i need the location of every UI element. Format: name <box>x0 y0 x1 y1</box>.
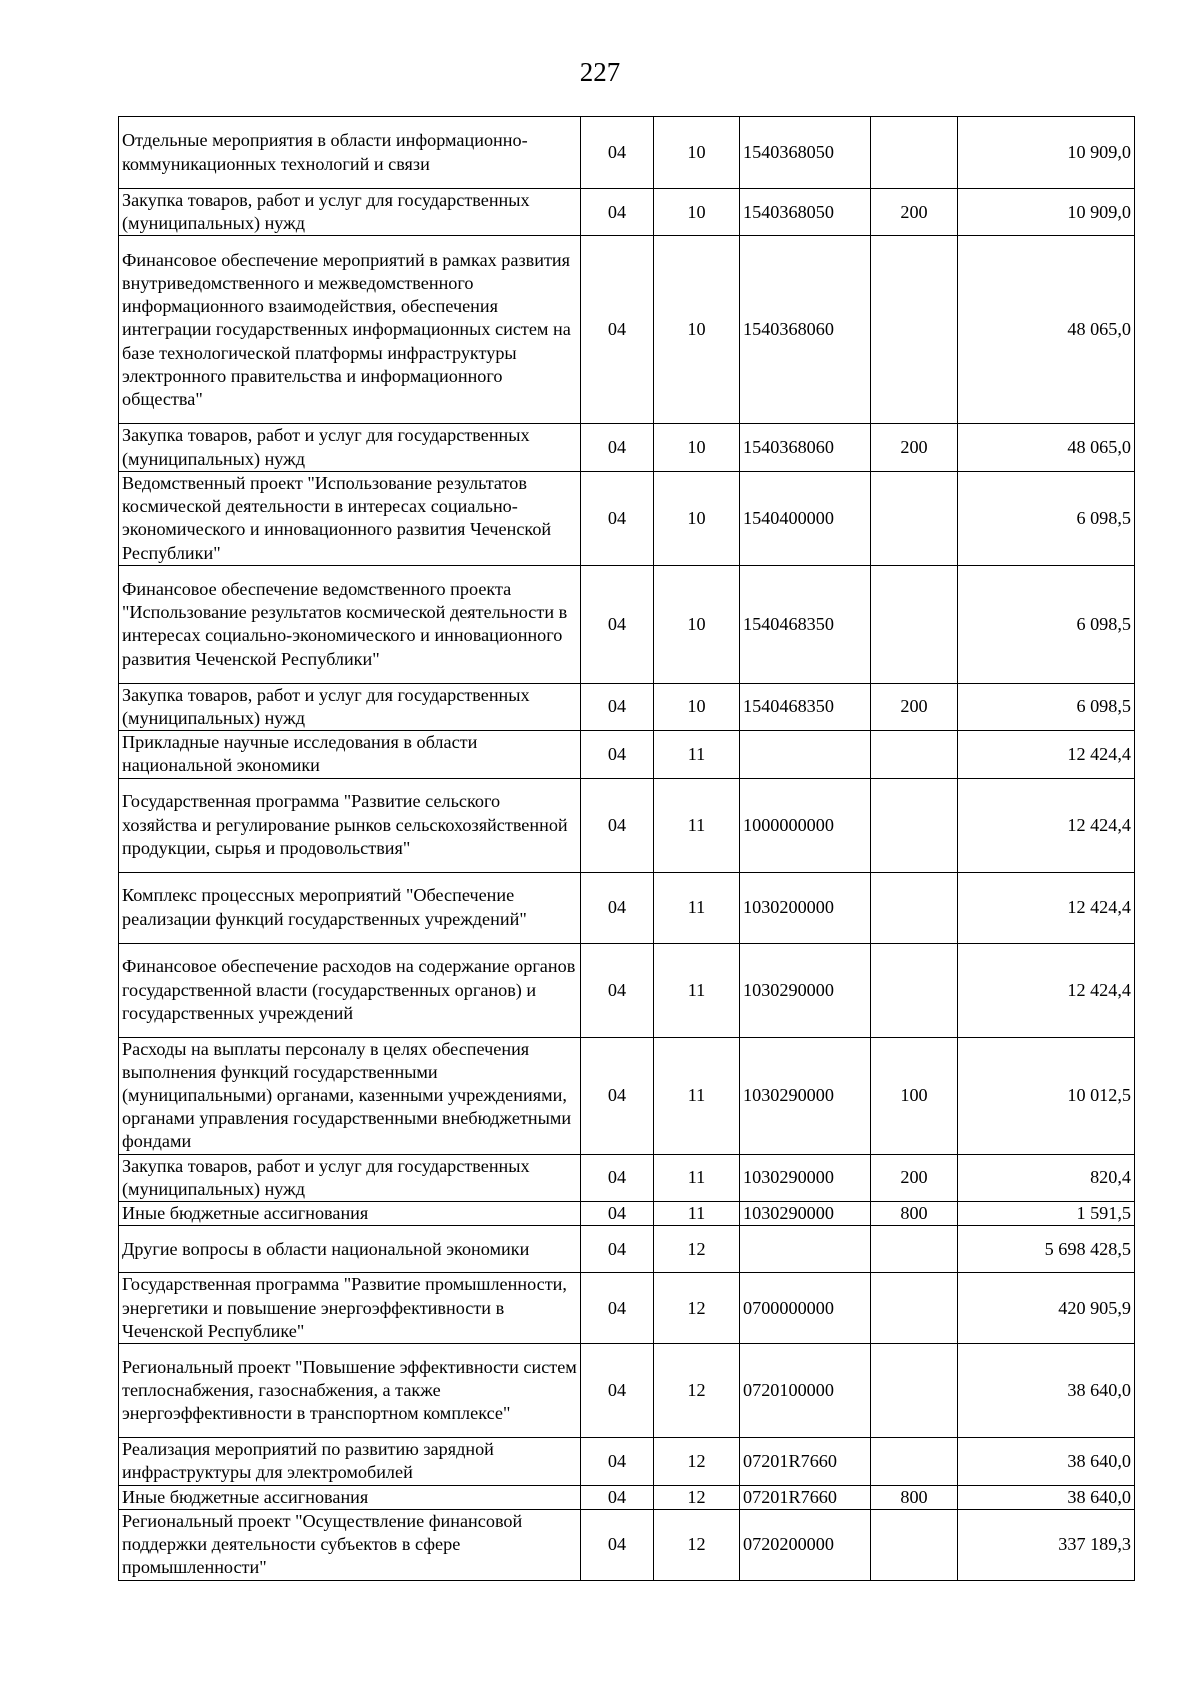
subsection-code: 12 <box>654 1273 740 1344</box>
item-name: Расходы на выплаты персоналу в целях обеспечения выполнения функций государственными (муниципальными) органами, казенными учреждениями, органами управления государственными внебюджетными фондами <box>119 1037 581 1154</box>
expense-type-code: 800 <box>871 1202 958 1226</box>
target-article-code: 1540468350 <box>740 683 871 730</box>
item-name: Региональный проект "Повышение эффективности систем теплоснабжения, газоснабжения, а также энергоэффективности в транспортном комплексе" <box>119 1344 581 1438</box>
item-name: Финансовое обеспечение мероприятий в рамках развития внутриведомственного и межведомственного информационного взаимодействия, обеспечения интеграции государственных информационных систем на базе технологической платформы инфраструктуры электронного правительства и информационного общества" <box>119 236 581 424</box>
table-row <box>119 731 1135 778</box>
table-row <box>119 1438 1135 1485</box>
expense-type-code <box>871 872 958 943</box>
table-row <box>119 872 1135 943</box>
section-code: 04 <box>581 565 654 683</box>
page-number: 227 <box>579 57 621 87</box>
subsection-code: 10 <box>654 424 740 471</box>
amount: 38 640,0 <box>958 1344 1135 1438</box>
target-article-code: 0720200000 <box>740 1509 871 1580</box>
subsection-code: 12 <box>654 1438 740 1485</box>
item-name: Ведомственный проект "Использование результатов космической деятельности в интересах социально-экономического и инновационного развития Чеченской Республики" <box>119 471 581 565</box>
subsection-code: 10 <box>654 236 740 424</box>
table-row <box>119 1154 1135 1201</box>
section-code: 04 <box>581 471 654 565</box>
subsection-code: 11 <box>654 1154 740 1201</box>
expense-type-code <box>871 471 958 565</box>
table-row <box>119 1485 1135 1509</box>
subsection-code: 12 <box>654 1344 740 1438</box>
section-code: 04 <box>581 1273 654 1344</box>
target-article-code: 1540468350 <box>740 565 871 683</box>
section-code: 04 <box>581 189 654 236</box>
amount: 38 640,0 <box>958 1485 1135 1509</box>
item-name: Государственная программа "Развитие сельского хозяйства и регулирование рынков сельскохозяйственной продукции, сырья и продовольствия" <box>119 778 581 872</box>
target-article-code: 07201R7660 <box>740 1438 871 1485</box>
table-row <box>119 1037 1135 1154</box>
table-row <box>119 236 1135 424</box>
section-code: 04 <box>581 1438 654 1485</box>
subsection-code: 10 <box>654 189 740 236</box>
section-code: 04 <box>581 1154 654 1201</box>
section-code: 04 <box>581 943 654 1037</box>
subsection-code: 11 <box>654 1202 740 1226</box>
expense-type-code: 800 <box>871 1485 958 1509</box>
subsection-code: 11 <box>654 943 740 1037</box>
target-article-code: 0700000000 <box>740 1273 871 1344</box>
target-article-code: 1030200000 <box>740 872 871 943</box>
amount: 10 909,0 <box>958 117 1135 189</box>
amount: 337 189,3 <box>958 1509 1135 1580</box>
item-name: Иные бюджетные ассигнования <box>119 1485 581 1509</box>
subsection-code: 11 <box>654 1037 740 1154</box>
table-row <box>119 1273 1135 1344</box>
amount: 12 424,4 <box>958 943 1135 1037</box>
amount: 12 424,4 <box>958 872 1135 943</box>
amount: 820,4 <box>958 1154 1135 1201</box>
expense-type-code <box>871 1273 958 1344</box>
item-name: Иные бюджетные ассигнования <box>119 1202 581 1226</box>
expense-type-code: 200 <box>871 424 958 471</box>
section-code: 04 <box>581 731 654 778</box>
amount: 6 098,5 <box>958 683 1135 730</box>
amount: 10 012,5 <box>958 1037 1135 1154</box>
budget-table <box>118 116 1135 1581</box>
subsection-code: 11 <box>654 731 740 778</box>
subsection-code: 12 <box>654 1509 740 1580</box>
item-name: Закупка товаров, работ и услуг для государственных (муниципальных) нужд <box>119 1154 581 1201</box>
target-article-code: 1540368060 <box>740 236 871 424</box>
expense-type-code <box>871 1226 958 1273</box>
amount: 12 424,4 <box>958 731 1135 778</box>
item-name: Финансовое обеспечение расходов на содержание органов государственной власти (государственных органов) и государственных учреждений <box>119 943 581 1037</box>
item-name: Реализация мероприятий по развитию зарядной инфраструктуры для электромобилей <box>119 1438 581 1485</box>
subsection-code: 10 <box>654 471 740 565</box>
section-code: 04 <box>581 1226 654 1273</box>
target-article-code: 1030290000 <box>740 1202 871 1226</box>
table-row <box>119 943 1135 1037</box>
amount: 10 909,0 <box>958 189 1135 236</box>
table-row <box>119 565 1135 683</box>
expense-type-code <box>871 943 958 1037</box>
target-article-code: 0720100000 <box>740 1344 871 1438</box>
section-code: 04 <box>581 117 654 189</box>
amount: 6 098,5 <box>958 471 1135 565</box>
section-code: 04 <box>581 236 654 424</box>
item-name: Региональный проект "Осуществление финансовой поддержки деятельности субъектов в сфере промышленности" <box>119 1509 581 1580</box>
table-row <box>119 1226 1135 1273</box>
expense-type-code <box>871 731 958 778</box>
table-row <box>119 471 1135 565</box>
table-row <box>119 683 1135 730</box>
section-code: 04 <box>581 778 654 872</box>
amount: 12 424,4 <box>958 778 1135 872</box>
section-code: 04 <box>581 1037 654 1154</box>
section-code: 04 <box>581 424 654 471</box>
item-name: Закупка товаров, работ и услуг для государственных (муниципальных) нужд <box>119 189 581 236</box>
section-code: 04 <box>581 1344 654 1438</box>
section-code: 04 <box>581 1509 654 1580</box>
table-row <box>119 117 1135 189</box>
expense-type-code <box>871 1509 958 1580</box>
target-article-code <box>740 1226 871 1273</box>
item-name: Финансовое обеспечение ведомственного проекта "Использование результатов космической деятельности в интересах социально-экономического и инновационного развития Чеченской Республики" <box>119 565 581 683</box>
section-code: 04 <box>581 683 654 730</box>
expense-type-code: 100 <box>871 1037 958 1154</box>
expense-type-code <box>871 1344 958 1438</box>
expense-type-code: 200 <box>871 189 958 236</box>
subsection-code: 12 <box>654 1485 740 1509</box>
expense-type-code <box>871 236 958 424</box>
table-row <box>119 1509 1135 1580</box>
item-name: Отдельные мероприятия в области информационно-коммуникационных технологий и связи <box>119 117 581 189</box>
expense-type-code <box>871 778 958 872</box>
target-article-code: 1540400000 <box>740 471 871 565</box>
item-name: Прикладные научные исследования в области национальной экономики <box>119 731 581 778</box>
item-name: Другие вопросы в области национальной экономики <box>119 1226 581 1273</box>
expense-type-code: 200 <box>871 683 958 730</box>
item-name: Государственная программа "Развитие промышленности, энергетики и повышение энергоэффективности в Чеченской Республике" <box>119 1273 581 1344</box>
amount: 48 065,0 <box>958 424 1135 471</box>
expense-type-code <box>871 1438 958 1485</box>
item-name: Закупка товаров, работ и услуг для государственных (муниципальных) нужд <box>119 683 581 730</box>
subsection-code: 10 <box>654 117 740 189</box>
target-article-code: 1540368050 <box>740 189 871 236</box>
section-code: 04 <box>581 872 654 943</box>
target-article-code: 1030290000 <box>740 1154 871 1201</box>
subsection-code: 10 <box>654 683 740 730</box>
target-article-code: 1540368050 <box>740 117 871 189</box>
budget-table-body <box>119 117 1135 1581</box>
table-row <box>119 1202 1135 1226</box>
expense-type-code: 200 <box>871 1154 958 1201</box>
target-article-code: 1000000000 <box>740 778 871 872</box>
amount: 420 905,9 <box>958 1273 1135 1344</box>
item-name: Комплекс процессных мероприятий "Обеспечение реализации функций государственных учреждений" <box>119 872 581 943</box>
target-article-code: 1030290000 <box>740 943 871 1037</box>
amount: 48 065,0 <box>958 236 1135 424</box>
section-code: 04 <box>581 1485 654 1509</box>
amount: 6 098,5 <box>958 565 1135 683</box>
subsection-code: 11 <box>654 872 740 943</box>
item-name: Закупка товаров, работ и услуг для государственных (муниципальных) нужд <box>119 424 581 471</box>
target-article-code: 07201R7660 <box>740 1485 871 1509</box>
table-row <box>119 778 1135 872</box>
amount: 38 640,0 <box>958 1438 1135 1485</box>
table-row <box>119 1344 1135 1438</box>
subsection-code: 12 <box>654 1226 740 1273</box>
table-row <box>119 424 1135 471</box>
target-article-code: 1540368060 <box>740 424 871 471</box>
amount: 5 698 428,5 <box>958 1226 1135 1273</box>
section-code: 04 <box>581 1202 654 1226</box>
subsection-code: 10 <box>654 565 740 683</box>
expense-type-code <box>871 565 958 683</box>
target-article-code: 1030290000 <box>740 1037 871 1154</box>
table-row <box>119 189 1135 236</box>
expense-type-code <box>871 117 958 189</box>
amount: 1 591,5 <box>958 1202 1135 1226</box>
subsection-code: 11 <box>654 778 740 872</box>
target-article-code <box>740 731 871 778</box>
